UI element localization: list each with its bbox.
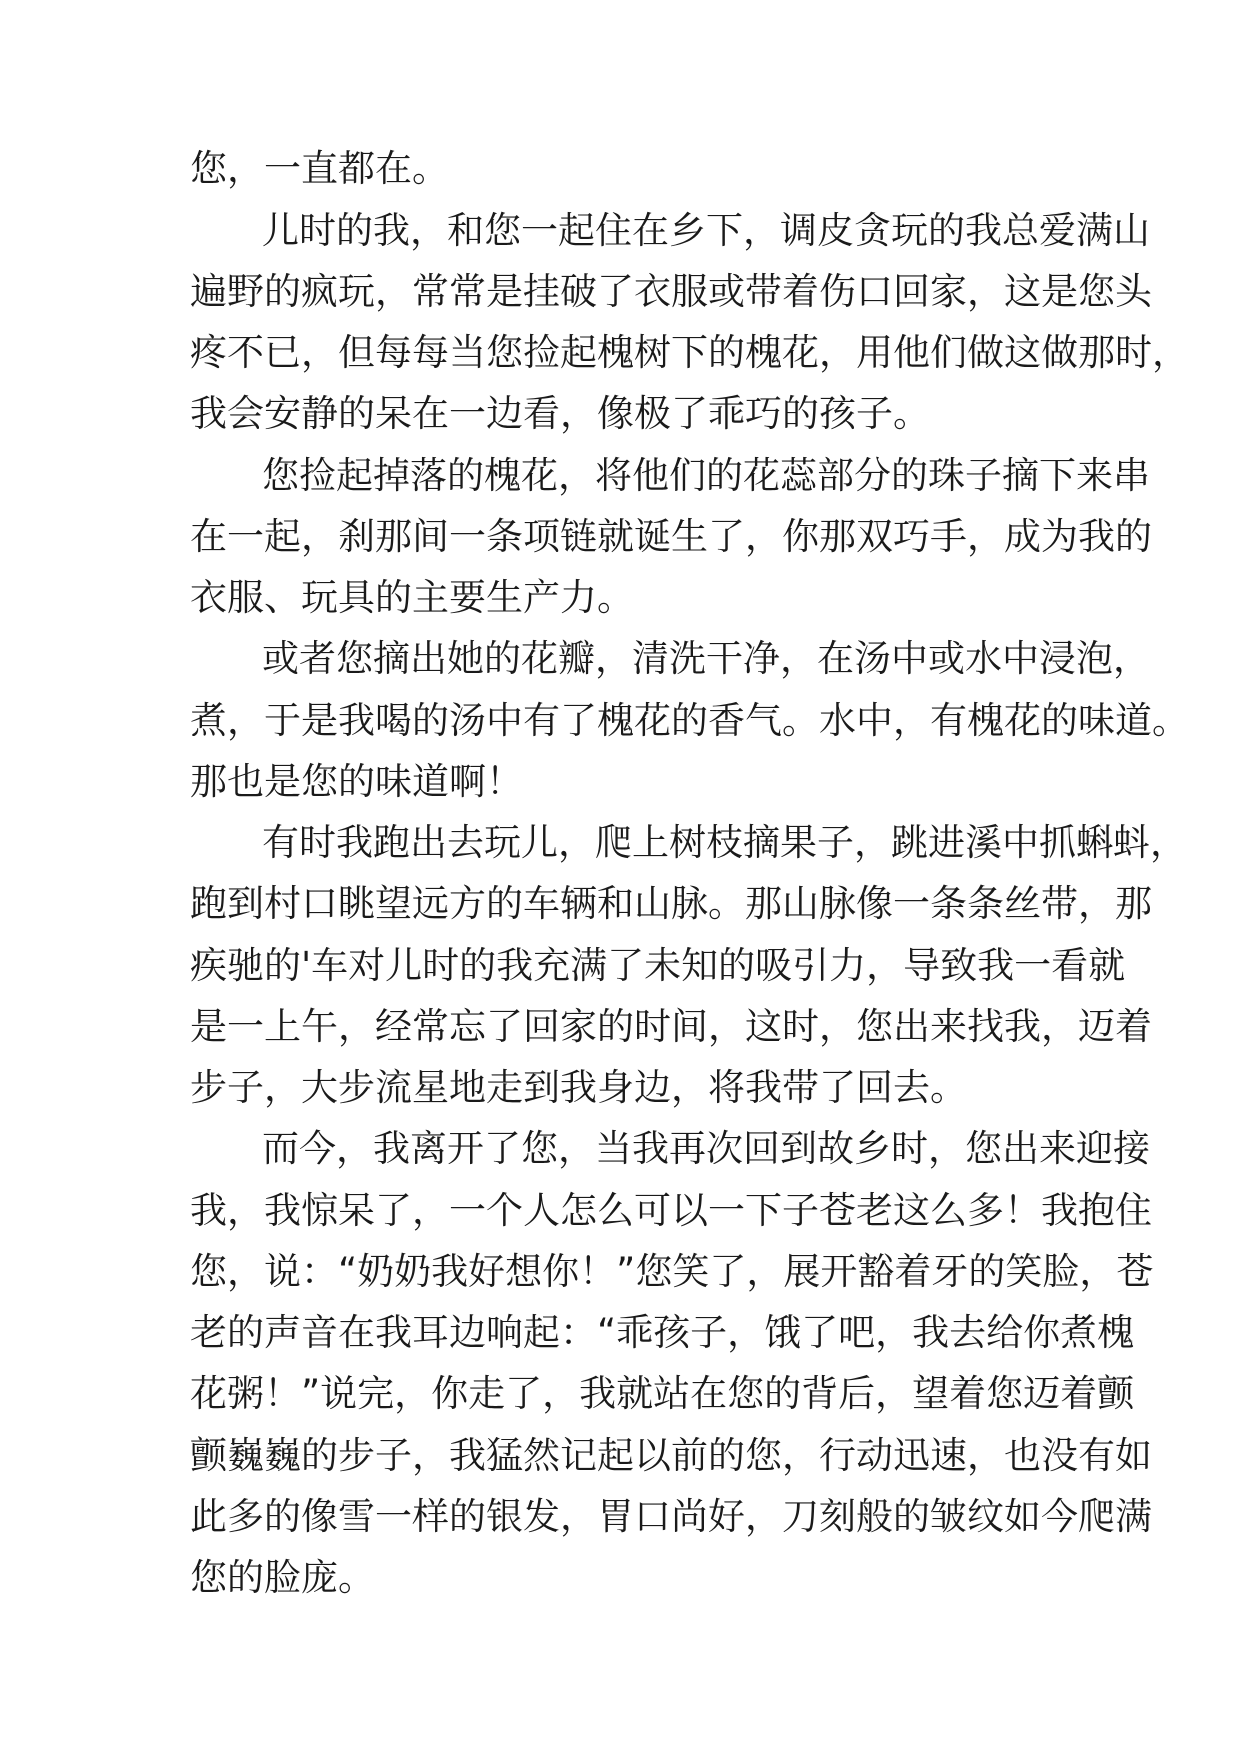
text-line: 此多的像雪一样的银发，胃口尚好，刀刻般的皱纹如今爬满 [190,1495,1152,1538]
paragraph-start-line: 有时我跑出去玩儿，爬上树枝摘果子，跳进溪中抓蝌蚪， [262,821,1187,864]
text-line: 衣服、玩具的主要生产力。 [190,576,634,619]
text-line: 您，说：“奶奶我好想你！”您笑了，展开豁着牙的笑脸，苍 [190,1250,1154,1293]
text-line: 是一上午，经常忘了回家的时间，这时，您出来找我，迈着 [190,1005,1152,1048]
text-line: 跑到村口眺望远方的车辆和山脉。那山脉像一条条丝带，那 [190,882,1152,925]
paragraph-start-line: 儿时的我，和您一起住在乡下，调皮贪玩的我总爱满山 [262,209,1150,252]
text-line: 遍野的疯玩，常常是挂破了衣服或带着伤口回家，这是您头 [190,270,1152,313]
text-line: 在一起，刹那间一条项链就诞生了，你那双巧手，成为我的 [190,515,1152,558]
text-line: 我会安静的呆在一边看，像极了乖巧的孩子。 [190,392,930,435]
text-line: 煮，于是我喝的汤中有了槐花的香气。水中，有槐花的味道。 [190,699,1189,742]
text-line: 那也是您的味道啊！ [190,760,523,803]
text-line: 疾驰的'车对儿时的我充满了未知的吸引力，导致我一看就 [190,944,1126,987]
paragraph-start-line: 您捡起掉落的槐花，将他们的花蕊部分的珠子摘下来串 [262,454,1150,497]
text-line: 花粥！”说完，你走了，我就站在您的背后，望着您迈着颤 [190,1372,1135,1415]
text-line: 您，一直都在。 [190,147,449,190]
text-line: 老的声音在我耳边响起：“乖孩子，饿了吧，我去给你煮槐 [190,1311,1135,1354]
text-line: 颤巍巍的步子，我猛然记起以前的您，行动迅速，也没有如 [190,1434,1152,1477]
paragraph-start-line: 而今，我离开了您，当我再次回到故乡时，您出来迎接 [262,1127,1150,1170]
text-line: 疼不已，但每每当您捡起槐树下的槐花，用他们做这做那时， [190,331,1189,374]
text-line: 我，我惊呆了，一个人怎么可以一下子苍老这么多！我抱住 [190,1189,1152,1232]
paragraph-start-line: 或者您摘出她的花瓣，清洗干净，在汤中或水中浸泡， [262,637,1150,680]
text-line: 您的脸庞。 [190,1556,375,1599]
text-line: 步子，大步流星地走到我身边，将我带了回去。 [190,1066,967,1109]
